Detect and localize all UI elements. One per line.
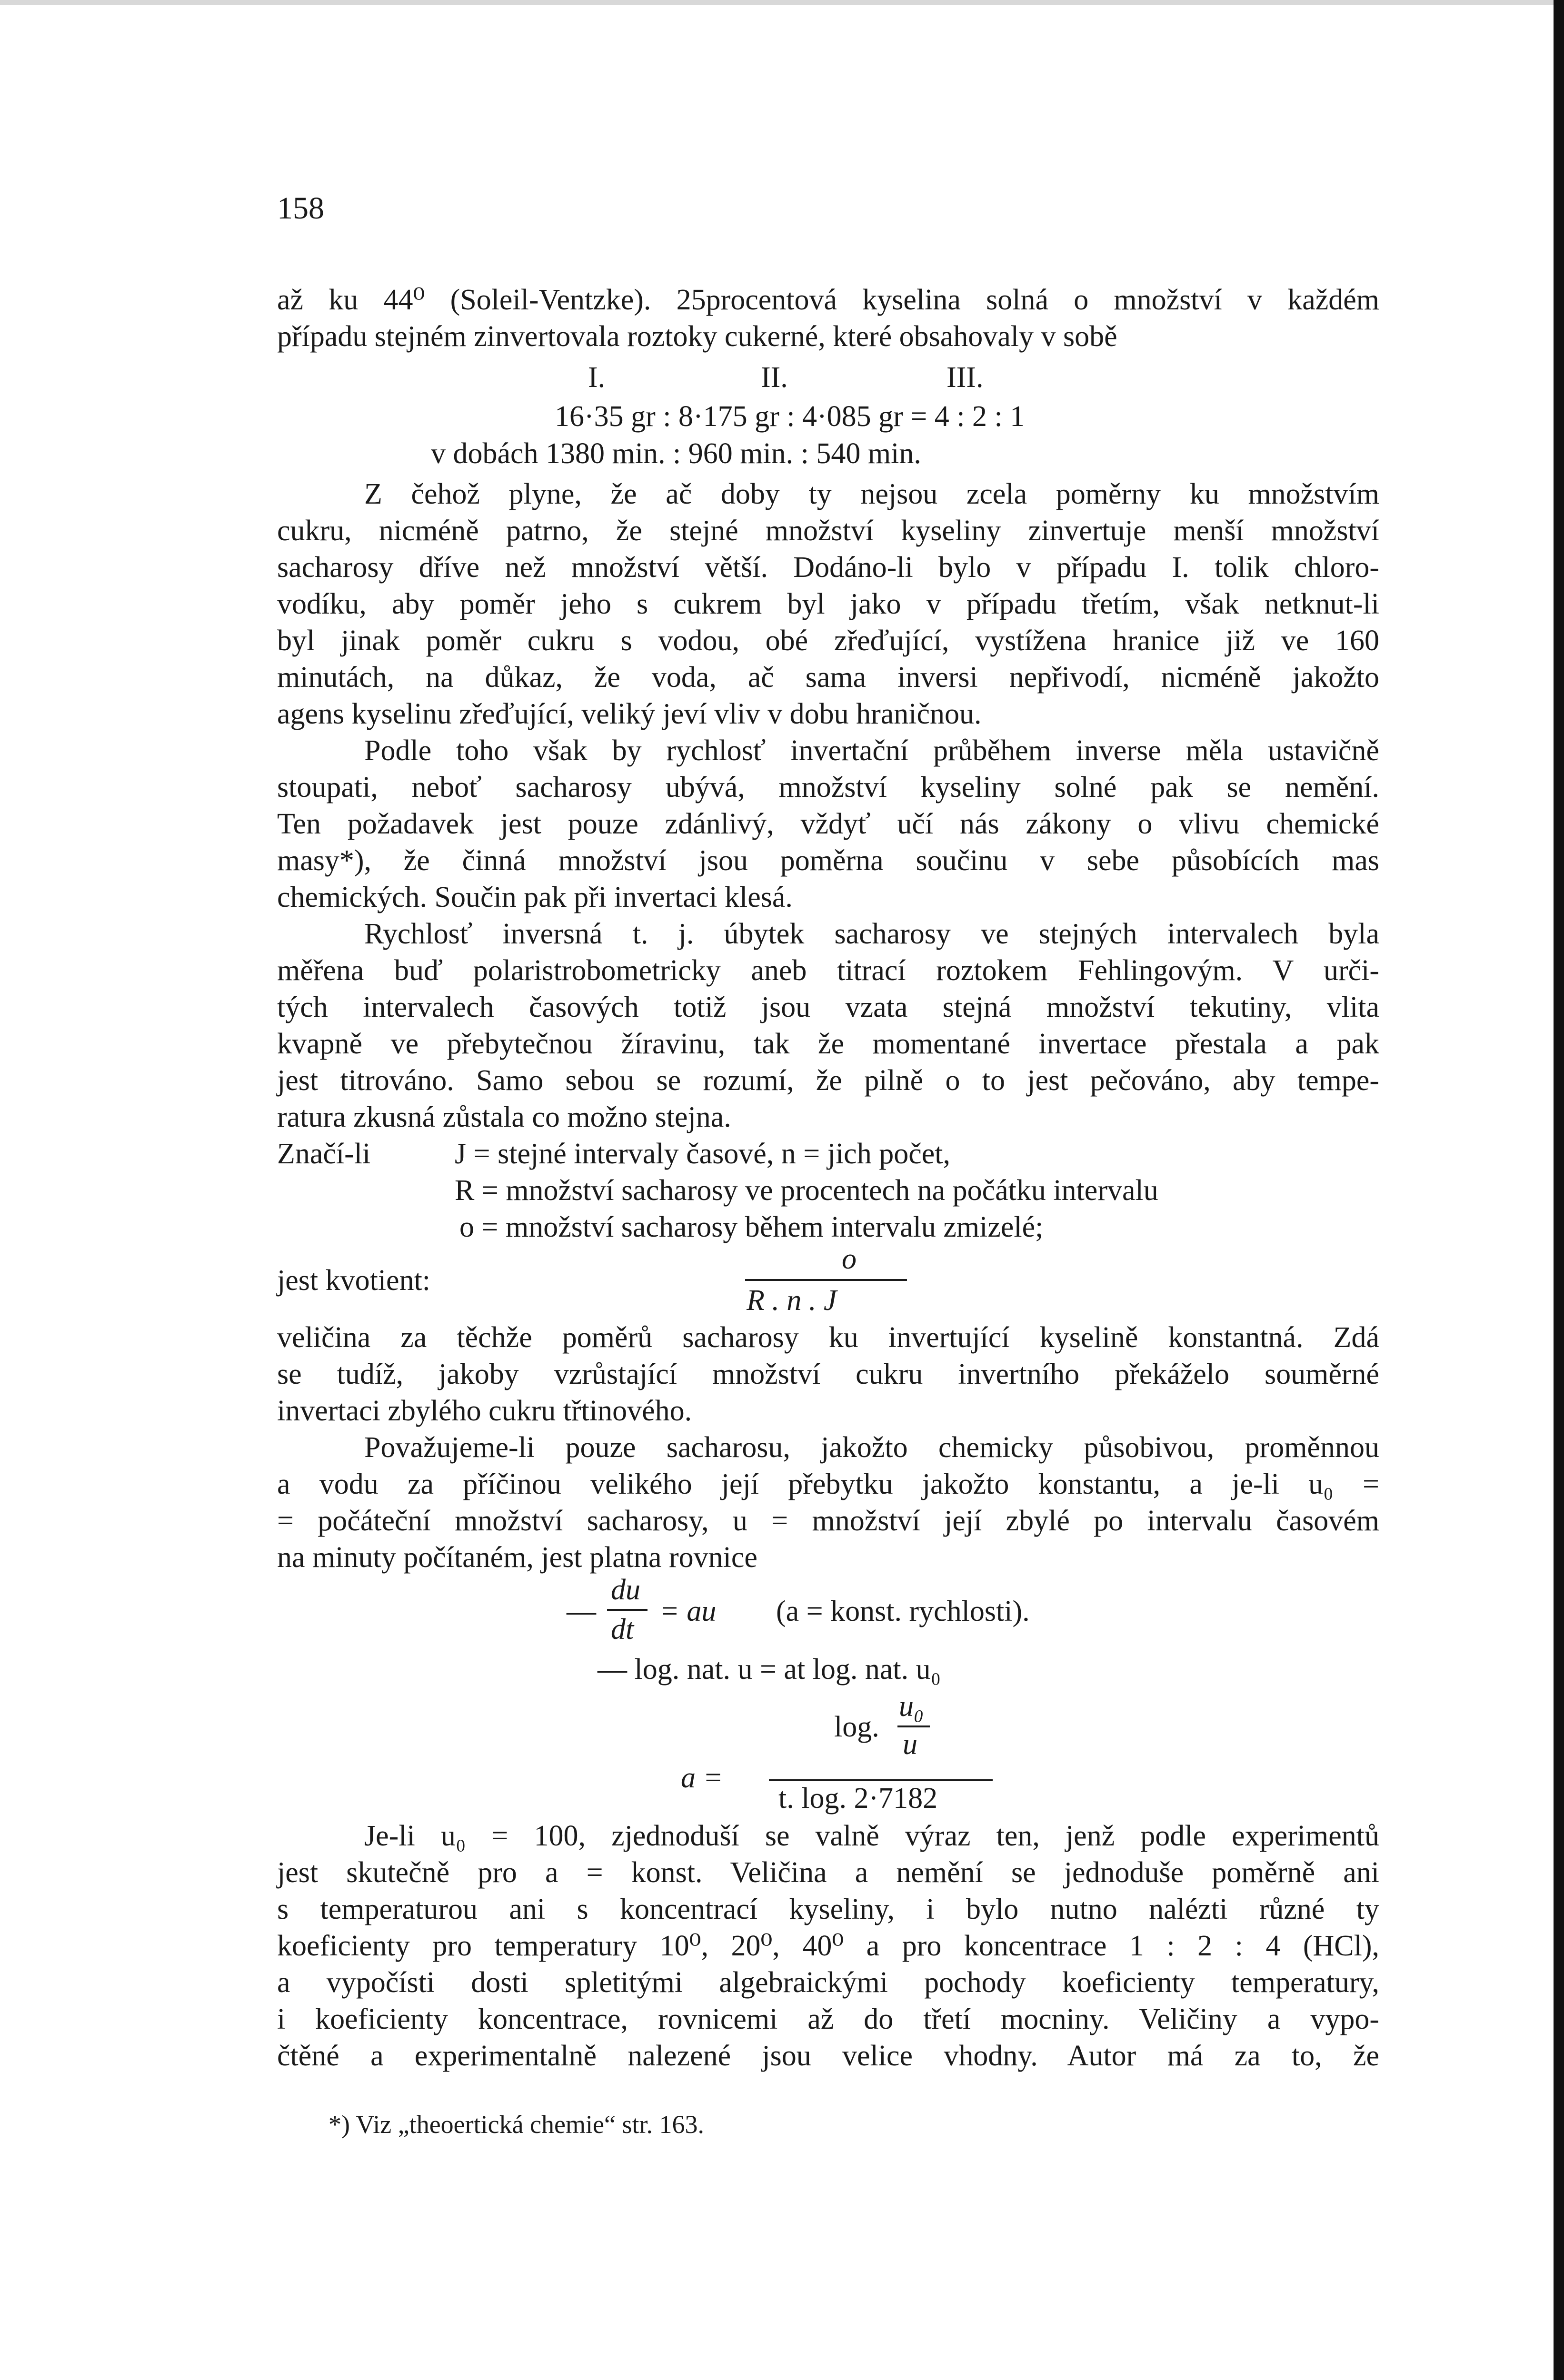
table-header-2: II. xyxy=(761,361,788,394)
fraction-bar xyxy=(897,1726,930,1727)
page-number: 158 xyxy=(277,191,324,226)
text-line: případu stejném zinvertovala roztoky cukerné, které obsahovaly v sobě xyxy=(277,320,1117,353)
text-line: Je-li u₀ = 100, zjednoduší se valně výraz ten, jenž podle experimentů xyxy=(364,1820,1379,1852)
footnote: *) Viz „theoertická chemie“ str. 163. xyxy=(329,2110,704,2139)
eq3-log: log. xyxy=(834,1711,879,1743)
definition-o: o = množství sacharosy během intervalu zmizelé; xyxy=(459,1211,1044,1243)
fraction-bar xyxy=(607,1609,648,1611)
text-line: veličina za těchže poměrů sacharosy ku invertující kyselině konstantná. Zdá xyxy=(277,1321,1379,1354)
eq3-denominator: t. log. 2·7182 xyxy=(778,1782,938,1815)
text-line: jest titrováno. Samo sebou se rozumí, že pilně o to jest pečováno, aby tempe- xyxy=(277,1064,1379,1097)
eq1-rhs: = au xyxy=(659,1595,717,1627)
text-line: čtěné a experimentalně nalezené jsou velice vhodny. Autor má za to, že xyxy=(277,2040,1379,2072)
text-line: Podle toho však by rychlosť invertační průběhem inverse měla ustavičně xyxy=(364,734,1379,767)
text-line: koeficienty pro temperatury 10⁰, 20⁰, 40⁰ a pro koncentrace 1 : 2 : 4 (HCl), xyxy=(277,1930,1379,1962)
eq1-minus: — xyxy=(567,1595,596,1627)
text-line: Z čehož plyne, že ač doby ty nejsou zcela poměrny ku množstvím xyxy=(364,478,1379,510)
text-line: Považujeme-li pouze sacharosu, jakožto chemicky působivou, proměnnou xyxy=(364,1431,1379,1464)
text-line: měřena buď polaristrobometricky aneb titrací roztokem Fehlingovým. V urči- xyxy=(277,954,1379,987)
definition-R: R = množství sacharosy ve procentech na počátku intervalu xyxy=(455,1174,1158,1207)
scan-edge-right xyxy=(1554,0,1564,2380)
definitions-intro: Značí-li xyxy=(277,1138,371,1170)
table-row-weights: 16·35 gr : 8·175 gr : 4·085 gr = 4 : 2 : 1 xyxy=(555,400,1025,433)
text-line: jest skutečně pro a = konst. Veličina a nemění se jednoduše poměrně ani xyxy=(277,1856,1379,1889)
text-line: chemických. Součin pak při invertaci klesá. xyxy=(277,881,793,913)
eq3-inner-numerator: u₀ xyxy=(899,1690,924,1723)
text-line: cukru, nicméně patrno, že stejné množství kyseliny zinvertuje menší množství xyxy=(277,515,1379,547)
fraction-bar xyxy=(769,1779,993,1781)
scan-edge-top xyxy=(0,0,1564,5)
text-line: a vypočísti dosti spletitými algebraickými pochody koeficienty temperatury, xyxy=(277,1966,1379,1999)
text-line: i koeficienty koncentrace, rovnicemi až do třetí mocniny. Veličiny a vypo- xyxy=(277,2003,1379,2035)
quotient-numerator: o xyxy=(842,1243,857,1275)
text-line: Ten požadavek jest pouze zdánlivý, vždyť učí nás zákony o vlivu chemické xyxy=(277,808,1379,840)
text-line: stoupati, neboť sacharosy ubývá, množství kyseliny solné pak se nemění. xyxy=(277,771,1379,803)
table-header-1: I. xyxy=(588,361,606,394)
eq1-numerator: du xyxy=(611,1574,640,1606)
table-header-3: III. xyxy=(946,361,984,394)
quotient-label: jest kvotient: xyxy=(277,1264,431,1297)
eq2: — log. nat. u = at log. nat. u₀ xyxy=(598,1653,941,1686)
eq3-lhs: a = xyxy=(681,1762,723,1794)
definition-J: J = stejné intervaly časové, n = jich počet, xyxy=(455,1138,950,1170)
eq1-note: (a = konst. rychlosti). xyxy=(776,1595,1030,1627)
text-line: se tudíž, jakoby vzrůstající množství cukru invertního překáželo souměrné xyxy=(277,1358,1379,1390)
text-line: = počáteční množství sacharosy, u = množství její zbylé po intervalu časovém xyxy=(277,1505,1379,1537)
text-line: Rychlosť inversná t. j. úbytek sacharosy ve stejných intervalech byla xyxy=(364,918,1379,950)
text-line: tých intervalech časových totiž jsou vzata stejná množství tekutiny, vlita xyxy=(277,991,1379,1023)
text-line: na minuty počítaném, jest platna rovnice xyxy=(277,1541,757,1574)
text-line: až ku 44⁰ (Soleil-Ventzke). 25procentová kyselina solná o množství v každém xyxy=(277,284,1379,316)
text-line: a vodu za příčinou velikého její přebytku jakožto konstantu, a je-li u₀ = xyxy=(277,1468,1379,1500)
text-line: masy*), že činná množství jsou poměrna součinu v sebe působících mas xyxy=(277,844,1379,877)
text-line: vodíku, aby poměr jeho s cukrem byl jako v případu třetím, však netknut-li xyxy=(277,588,1379,620)
text-line: kvapně ve přebytečnou žíravinu, tak že momentané invertace přestala a pak xyxy=(277,1028,1379,1060)
eq1-denominator: dt xyxy=(611,1613,634,1646)
text-line: agens kyselinu zřeďující, veliký jeví vliv v dobu hraničnou. xyxy=(277,698,982,730)
text-line: invertaci zbylého cukru třtinového. xyxy=(277,1395,692,1427)
text-line: sacharosy dříve než množství větší. Dodáno-li bylo v případu I. tolik chloro- xyxy=(277,551,1379,584)
table-row-times: v dobách 1380 min. : 960 min. : 540 min. xyxy=(431,437,921,470)
text-line: minutách, na důkaz, že voda, ač sama inversi nepřivodí, nicméně jakožto xyxy=(277,661,1379,694)
text-line: byl jinak poměr cukru s vodou, obé zřeďující, vystížena hranice již ve 160 xyxy=(277,625,1379,657)
text-line: s temperaturou ani s koncentrací kyseliny, i bylo nutno nalézti různé ty xyxy=(277,1893,1379,1925)
fraction-bar xyxy=(745,1279,907,1281)
quotient-denominator: R . n . J xyxy=(747,1284,837,1317)
text-line: ratura zkusná zůstala co možno stejna. xyxy=(277,1101,731,1133)
eq3-inner-denominator: u xyxy=(903,1728,917,1761)
